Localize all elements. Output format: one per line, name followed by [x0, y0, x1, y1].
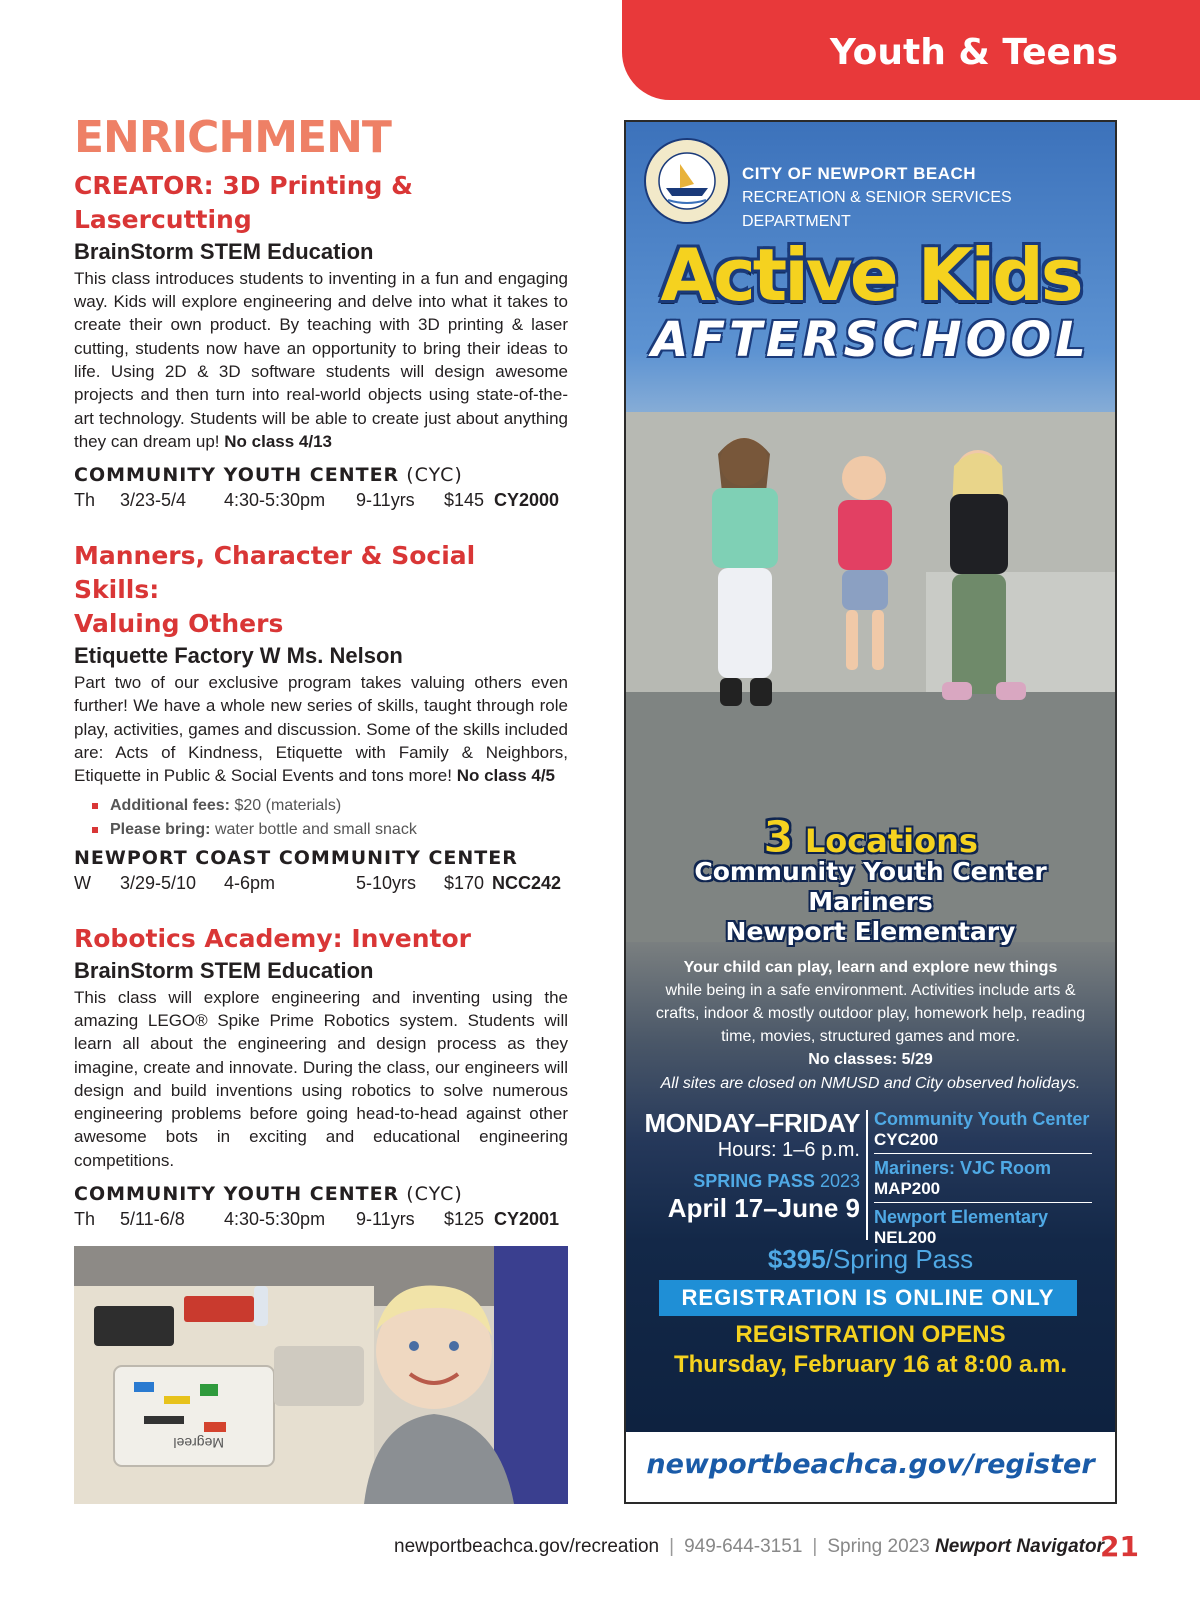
class-description: This class introduces students to inventing in a fun and engaging way. Kids will explore engineering and delve into what it takes to create their own product. By teaching with 3D printing & laser cutting, students now have an opportunity to bring their ideas to life. Using 2D & 3D software students will design awesome projects and then turn into real-world objects using state-of-the-art technology. Students will be able to create just about anything they can dream up! No class 4/13	[74, 268, 568, 451]
no-class-note: No class 4/5	[456, 766, 555, 786]
venue: COMMUNITY YOUTH CENTER (CYC)	[74, 464, 463, 487]
box-label: Megreel	[173, 1435, 224, 1451]
section-tab	[622, 0, 1200, 100]
ad-price: $395/Spring Pass	[767, 1244, 974, 1274]
sched-ages: 5-10yrs	[356, 872, 417, 893]
ad-body-lead: Your child can play, learn and explore new things	[683, 959, 1058, 976]
registration-opens: REGISTRATION OPENS	[735, 1321, 1006, 1348]
robotics-photo-illustration	[74, 1246, 568, 1504]
holiday-note: All sites are closed on NMUSD and City observed holidays.	[660, 1075, 1081, 1092]
footer-phone: 949-644-3151	[684, 1536, 803, 1557]
sched-day: W	[74, 872, 91, 893]
dept-line1: CITY OF NEWPORT BEACH	[742, 164, 977, 183]
class-listing	[74, 539, 568, 895]
sched-time: 4:30-5:30pm	[224, 490, 326, 511]
sched-time: 4:30-5:30pm	[224, 1209, 326, 1230]
page-number: 21	[1100, 1530, 1139, 1563]
sched-fee: $125	[444, 1209, 485, 1230]
location-item: Mariners	[808, 887, 933, 916]
sched-ages: 9-11yrs	[356, 1209, 415, 1230]
registration-date: Thursday, February 16 at 8:00 a.m.	[673, 1351, 1068, 1378]
enrichment-column	[74, 112, 568, 1258]
bring-item: Please bring: water bottle and small snack	[90, 818, 568, 842]
section-title: Youth & Teens	[829, 32, 1118, 73]
page-footer: newportbeachca.gov/recreation | 949-644-3151 | Spring 2023 Newport Navigator	[394, 1536, 1104, 1557]
footer-site-link[interactable]: newportbeachca.gov/recreation	[394, 1536, 660, 1557]
venue: NEWPORT COAST COMMUNITY CENTER	[74, 846, 518, 869]
class-title-line2: Valuing Others	[74, 609, 284, 639]
class-description: This class will explore engineering and inventing using the amazing LEGO® Spike Prime Robotics system. Students will learn all about the engineering and design process as they imagine, create and innovate. During the class, our engineers will design and build inventions using robotics to solve numerous engineering problems before going head-to-head against other awesome bots in exciting and educational engineering competitions.	[74, 987, 568, 1170]
city-seal-icon	[644, 138, 730, 224]
class-listing	[74, 922, 568, 1232]
ad-schedule	[644, 1108, 860, 1224]
sched-fee: $145	[444, 490, 485, 511]
dept-line2: RECREATION & SENIOR SERVICES DEPARTMENT	[742, 189, 1012, 230]
site-entry: Community Youth Center CYC200	[874, 1108, 1092, 1154]
register-link[interactable]: newportbeachca.gov/register	[646, 1449, 1095, 1480]
sched-code: CY2001	[494, 1209, 560, 1230]
ad-hours: Hours: 1–6 p.m.	[717, 1139, 860, 1161]
sched-day: Th	[74, 490, 96, 511]
class-description: Part two of our exclusive program takes valuing others even further! We have a whole new series of skills, taught through role play, activities, games and discussion. Some of the skills included are: Acts of Kindness, Etiquette with Family & Neighbors, Etiquette in Public & Social Events and tons more! No class 4/5	[74, 673, 568, 786]
ad-main-panel	[626, 122, 1115, 1432]
locations-heading: 3 Locations	[763, 812, 978, 863]
class-title: Manners, Character & Social Skills:	[74, 541, 476, 605]
ad-days: MONDAY–FRIDAY	[644, 1108, 860, 1138]
locations-list	[626, 857, 1115, 947]
class-provider: BrainStorm STEM Education	[74, 238, 374, 264]
location-item: Community Youth Center	[694, 857, 1047, 886]
footer-publication: Newport Navigator	[935, 1536, 1104, 1557]
sched-time: 4-6pm	[224, 872, 276, 893]
schedule-row	[74, 487, 568, 513]
sched-dates: 5/11-6/8	[120, 1209, 185, 1230]
site-entry: Newport Elementary NEL200	[874, 1207, 1049, 1247]
schedule-row	[74, 870, 568, 896]
ad-no-classes: No classes: 5/29	[808, 1051, 933, 1068]
class-listing	[74, 169, 568, 513]
no-class-note: No class 4/13	[224, 431, 333, 451]
class-title: CREATOR: 3D Printing & Lasercutting	[74, 170, 413, 234]
robotics-photo	[74, 1246, 568, 1504]
registration-online-banner: REGISTRATION IS ONLINE ONLY	[659, 1280, 1077, 1316]
venue: COMMUNITY YOUTH CENTER (CYC)	[74, 1183, 463, 1206]
sched-dates: 3/29-5/10	[120, 872, 197, 893]
sched-day: Th	[74, 1209, 96, 1230]
sched-dates: 3/23-5/4	[120, 490, 187, 511]
ad-date-range: April 17–June 9	[667, 1193, 860, 1223]
site-codes	[874, 1108, 1092, 1254]
schedule-divider	[866, 1110, 868, 1240]
ad-title: Active Kids	[660, 233, 1081, 317]
sched-fee: $170	[444, 872, 485, 893]
sched-ages: 9-11yrs	[356, 490, 415, 511]
fee-item: Additional fees: $20 (materials)	[90, 794, 568, 818]
class-provider: Etiquette Factory W Ms. Nelson	[74, 643, 403, 669]
class-provider: BrainStorm STEM Education	[74, 957, 374, 983]
ad-subtitle: AFTERSCHOOL	[651, 312, 1090, 368]
ad-pass: SPRING PASS 2023	[693, 1171, 860, 1191]
sched-code: NCC242	[492, 872, 562, 893]
class-title: Robotics Academy: Inventor	[74, 923, 471, 953]
afterschool-ad	[624, 120, 1117, 1504]
department-block	[742, 162, 1115, 234]
footer-issue: Spring 2023	[827, 1536, 930, 1557]
category-heading: ENRICHMENT	[74, 112, 391, 163]
location-item: Newport Elementary	[725, 917, 1016, 946]
sched-code: CY2000	[494, 490, 560, 511]
ad-body-text: while being in a safe environment. Activities include arts & crafts, indoor & mostly outdoor play, homework help, reading time, movies, structured games and more.	[655, 982, 1086, 1045]
site-entry: Mariners: VJC Room MAP200	[874, 1157, 1092, 1203]
fee-list	[90, 794, 568, 842]
schedule-row	[74, 1206, 568, 1232]
ad-body	[648, 956, 1093, 1071]
